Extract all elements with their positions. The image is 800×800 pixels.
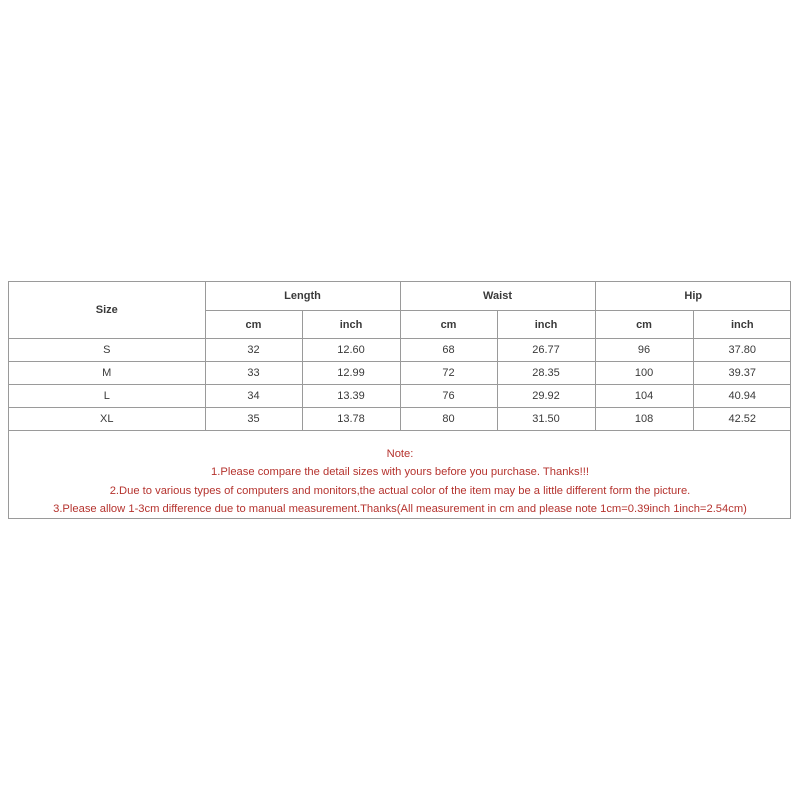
hip-cm-cell: 104	[595, 385, 693, 408]
size-chart	[8, 281, 791, 519]
length-cm-cell: 32	[205, 339, 302, 362]
table-row	[9, 385, 791, 408]
header-row-groups	[9, 282, 791, 311]
size-cell: M	[9, 362, 205, 385]
length-inch-cell: 12.99	[302, 362, 400, 385]
table-row	[9, 362, 791, 385]
hip-inch-header: inch	[693, 311, 791, 339]
hip-group-header: Hip	[595, 282, 791, 311]
waist-group-header: Waist	[400, 282, 595, 311]
length-cm-cell: 34	[205, 385, 302, 408]
size-column-header: Size	[9, 282, 205, 339]
size-table	[9, 282, 791, 431]
waist-cm-cell: 76	[400, 385, 497, 408]
waist-cm-cell: 72	[400, 362, 497, 385]
hip-inch-cell: 42.52	[693, 408, 791, 431]
table-row	[9, 408, 791, 431]
hip-cm-cell: 108	[595, 408, 693, 431]
waist-inch-header: inch	[497, 311, 595, 339]
size-cell: S	[9, 339, 205, 362]
hip-inch-cell: 40.94	[693, 385, 791, 408]
notes-section	[9, 445, 791, 518]
length-cm-cell: 35	[205, 408, 302, 431]
length-cm-cell: 33	[205, 362, 302, 385]
waist-inch-cell: 28.35	[497, 362, 595, 385]
note-line-2: 2.Due to various types of computers and monitors,the actual color of the item may be a little different form the picture.	[109, 484, 691, 497]
waist-inch-cell: 31.50	[497, 408, 595, 431]
hip-cm-cell: 96	[595, 339, 693, 362]
waist-cm-cell: 80	[400, 408, 497, 431]
waist-cm-cell: 68	[400, 339, 497, 362]
note-line-1: 1.Please compare the detail sizes with yours before you purchase. Thanks!!!	[211, 466, 589, 479]
size-cell: L	[9, 385, 205, 408]
size-cell: XL	[9, 408, 205, 431]
hip-inch-cell: 37.80	[693, 339, 791, 362]
length-cm-header: cm	[205, 311, 302, 339]
length-inch-header: inch	[302, 311, 400, 339]
waist-inch-cell: 26.77	[497, 339, 595, 362]
waist-inch-cell: 29.92	[497, 385, 595, 408]
length-inch-cell: 12.60	[302, 339, 400, 362]
note-line-3: 3.Please allow 1-3cm difference due to manual measurement.Thanks(All measurement in cm and please note 1cm=0.39inch 1inch=2.54cm)	[53, 502, 747, 515]
length-inch-cell: 13.78	[302, 408, 400, 431]
table-row	[9, 339, 791, 362]
length-group-header: Length	[205, 282, 400, 311]
note-title: Note:	[386, 448, 414, 460]
hip-cm-cell: 100	[595, 362, 693, 385]
waist-cm-header: cm	[400, 311, 497, 339]
length-inch-cell: 13.39	[302, 385, 400, 408]
hip-cm-header: cm	[595, 311, 693, 339]
hip-inch-cell: 39.37	[693, 362, 791, 385]
